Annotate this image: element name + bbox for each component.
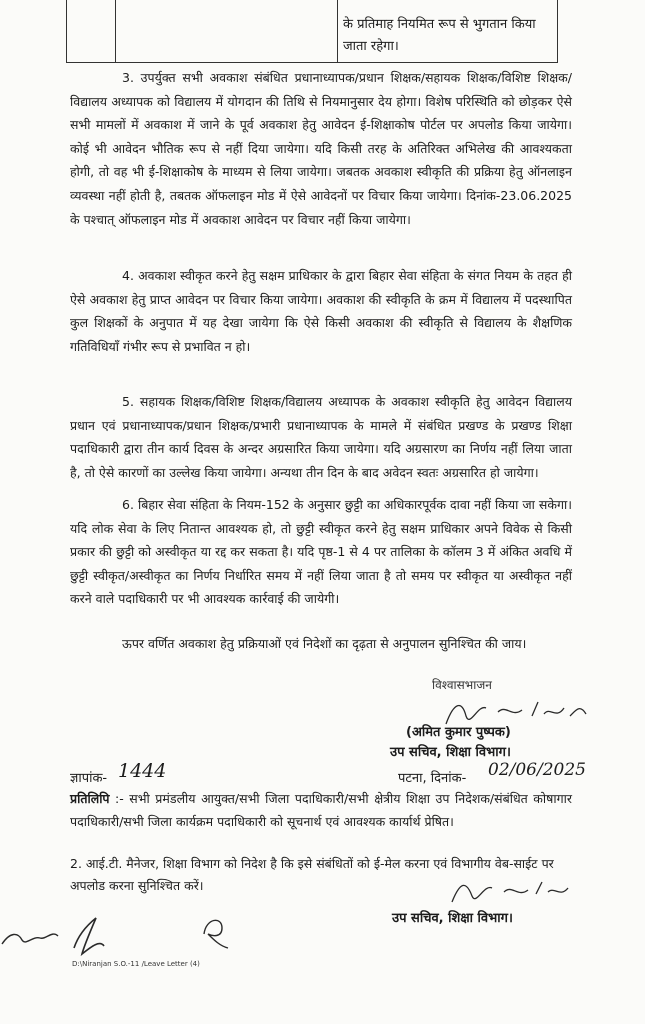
handwritten-marks [0, 906, 240, 962]
table-cell-text: के प्रतिमाह नियमित रूप से भुगतान किया जाता रहेगा। [343, 17, 536, 54]
file-path-footer: D:\Niranjan S.O.-11 /Leave Letter (4) [72, 960, 200, 968]
dispatch-date: 02/06/2025 [488, 760, 586, 780]
copy-label: प्रतिलिपि [70, 791, 110, 806]
signatory-name: (अमित कुमार पुष्पक) [406, 725, 511, 740]
paragraph-6: 6. बिहार सेवा संहिता के नियम-152 के अनुसार छुट्टी का अधिकारपूर्वक दावा नहीं किया जा सकेगा। यदि लोक सेवा के लिए नितान्त आवश्यक हो, तो छुट्टी स्वीकृत करने हेतु सक्षम प्राधिकार अपने विवेक से किसी प्रकार की छुट्टी को अस्वीकृत या रद्द कर सकता है। यदि पृष्ठ-1 से 4 पर तालिका के कॉलम 3 में अंकित अवधि में छुट्टी स्वीकृत/अस्वीकृत का निर्णय निर्धारित समय में नहीं लिया जाता है तो समय पर स्वीकृत या अस्वीकृत नहीं करने वाले पदाधिकारी पर भी आवश्यक कार्रवाई की जायेगी। [70, 497, 572, 607]
table-column-divider [115, 0, 116, 62]
signature-initials-2 [448, 872, 578, 912]
closing-salutation: विश्वासभाजन [432, 678, 492, 692]
paragraph-3: 3. उपर्युक्त सभी अवकाश संबंधित प्रधानाध्यापक/प्रधान शिक्षक/सहायक शिक्षक/विशिष्ट शिक्षक/विद्यालय अध्यापक को विद्यालय में योगदान की तिथि से नियमानुसार देय होगा। विशेष परिस्थिति को छोड़कर ऐसे सभी मामलों में अवकाश में जाने के पूर्व अवकाश हेतु आवेदन ई-शिक्षाकोष पोर्टल पर अपलोड किया जायेगा। कोई भी आवेदन भौतिक रूप से नहीं दिया जायेगा। यदि किसी तरह के अतिरिक्त अभिलेख की आवश्यकता होगी, तो वह भी ई-शिक्षाकोष के माध्यम से लिया जायेगा। जबतक अवकाश स्वीकृति की प्रक्रिया हेतु ऑनलाइन व्यवस्था नहीं होती है, तबतक ऑफलाइन मोड में ऐसे आवेदनों पर विचार किया जायेगा। दिनांक-23.06.2025 के पश्चात् ऑफलाइन मोड में अवकाश आवेदन पर विचार नहीं किया जायेगा। [70, 70, 572, 227]
copy-recipients: :- सभी प्रमंडलीय आयुक्त/सभी जिला पदाधिकारी/सभी क्षेत्रीय शिक्षा उप निदेशक/संबंधित कोषागार पदाधिकारी/सभी जिला कार्यक्रम पदाधिकारी को सूचनार्थ एवं आवश्यक कार्यार्थ प्रेषित। [70, 791, 572, 829]
place-date-label: पटना, दिनांक- [398, 771, 467, 786]
table-column-divider [337, 0, 338, 62]
paragraph-4: 4. अवकाश स्वीकृत करने हेतु सक्षम प्राधिकार के द्वारा बिहार सेवा संहिता के संगत नियम के तहत ही ऐसे अवकाश हेतु प्राप्त आवेदन पर विचार किया जायेगा। अवकाश की स्वीकृति के क्रम में विद्यालय में पदस्थापित कुल शिक्षकों के अनुपात में यह देखा जायेगा कि ऐसे किसी अवकाश की स्वीकृति से विद्यालय के शैक्षणिक गतिविधियाँ गंभीर रूप से प्रभावित न हो। [70, 268, 572, 354]
leave-table-fragment [66, 0, 558, 63]
signatory-designation-2: उप सचिव, शिक्षा विभाग। [392, 911, 513, 926]
closing-instruction: ऊपर वर्णित अवकाश हेतु प्रक्रियाओं एवं निदेशों का दृढ़ता से अनुपालन सुनिश्चित की जाय। [122, 636, 527, 651]
dispatch-number: 1444 [118, 760, 167, 782]
dispatch-label: ज्ञापांक- [70, 771, 108, 786]
signatory-designation: उप सचिव, शिक्षा विभाग। [390, 745, 511, 760]
paragraph-5: 5. सहायक शिक्षक/विशिष्ट शिक्षक/विद्यालय अध्यापक के अवकाश स्वीकृति हेतु आवेदन विद्यालय प्रधान एवं प्रधानाध्यापक/प्रधान शिक्षक/प्रभारी प्रधानाध्यापक के मामले में संबंधित प्रखण्ड के प्रखण्ड शिक्षा पदाधिकारी द्वारा तीन कार्य दिवस के अन्दर अग्रसारित किया जायेगा। यदि अग्रसारण का निर्णय नहीं लिया जाता है, तो ऐसे कारणों का उल्लेख किया जायेगा। अन्यथा तीन दिन के बाद अवेदन स्वतः अग्रसारित हो जायेगा। [70, 394, 572, 480]
copy-item-2: 2. आई.टी. मैनेजर, शिक्षा विभाग को निदेश है कि इसे संबंधितों को ई-मेल करना एवं विभागीय वेब-साईट पर अपलोड करना सुनिश्चित करें। [70, 856, 554, 893]
copy-to-list [70, 788, 572, 833]
